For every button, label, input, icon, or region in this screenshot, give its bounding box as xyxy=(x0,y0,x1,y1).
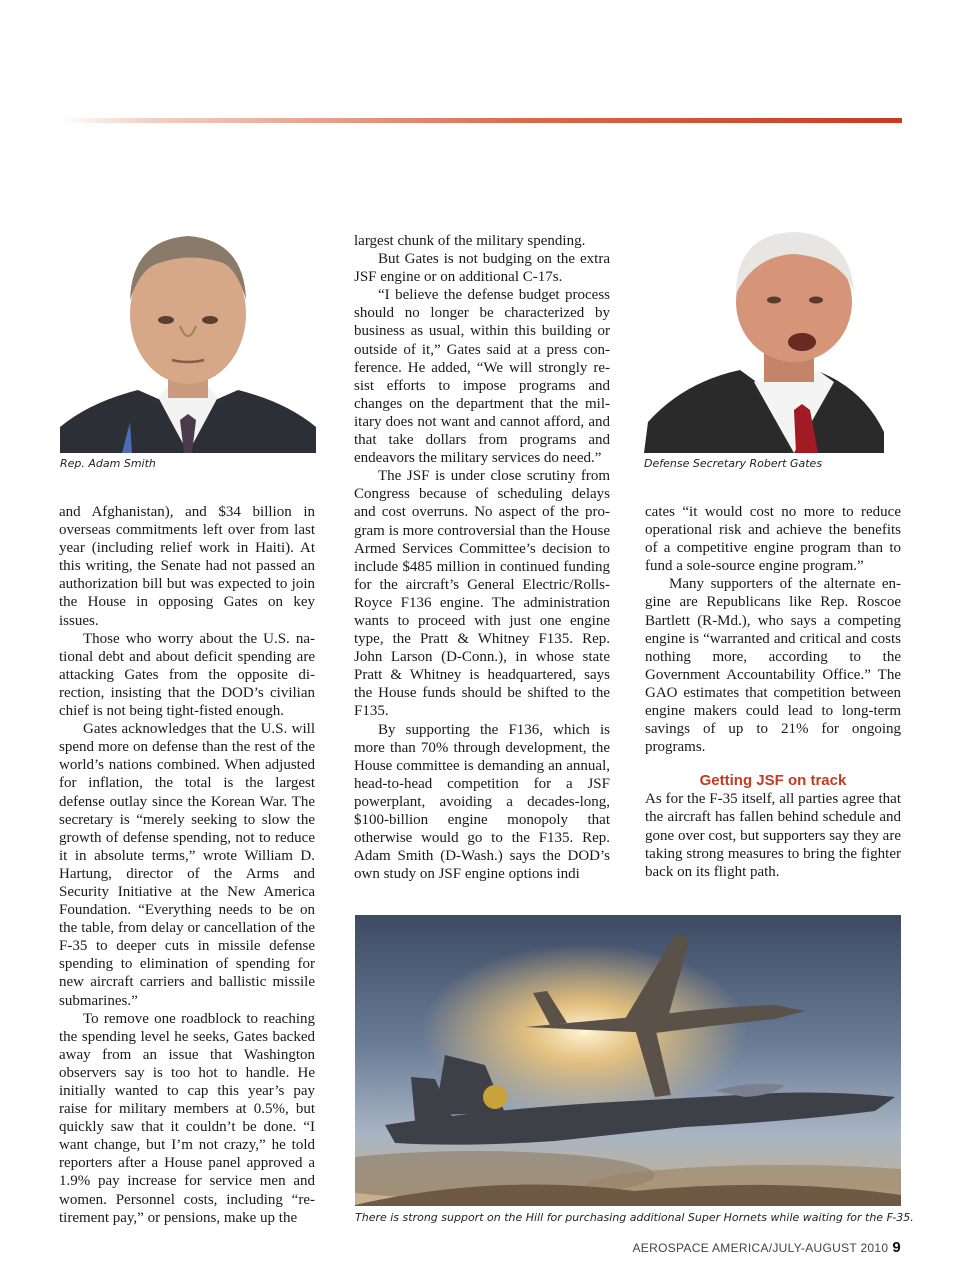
article-column-left xyxy=(59,503,315,1227)
paragraph: But Gates is not budging on the extra JSF engine or on additional C-17s. xyxy=(354,251,610,286)
caption-super-hornets: There is strong support on the Hill for purchasing additional Super Hornets while waiting for the F-35. xyxy=(355,1211,914,1224)
paragraph: To remove one roadblock to reaching the spending level he seeks, Gates backed away from an issue that Washington observers say is too hot to handle. He initially wanted to cap this year’s pay raise for military members at 0.5%, but quickly saw that it couldn’t be done. “I want change, but I’m not crazy,” he told reporters after a House panel approved a 1.9% pay increase for service men and women. Personnel costs, including “retirement pay,” or pensions, make up the xyxy=(59,1010,315,1226)
paragraph: “I believe the defense budget process should no longer be characterized by business as usual, within this building or outside of it,” Gates said at a press conference. He added, “We will strongly resist efforts to impose programs and changes on the department that the military does not want and cannot afford, and that take dollars from programs and endeavors the military services do need.” xyxy=(354,287,610,467)
article-column-middle xyxy=(354,232,610,883)
section-subhead: Getting JSF on track xyxy=(699,772,847,790)
caption-robert-gates: Defense Secretary Robert Gates xyxy=(644,457,823,470)
paragraph: largest chunk of the military spending. xyxy=(354,233,586,249)
header-accent-rule xyxy=(60,118,902,123)
page-footer xyxy=(633,1239,902,1256)
paragraph: The JSF is under close scrutiny from Congress because of scheduling delays and cost overruns. No aspect of the program is more controversial than the House Armed Services Committee’s decision to include $485 million in continued funding for the aircraft’s General Electric/Rolls-Royce F136 engine. The administration wants to proceed with just one engine type, the Pratt & Whitney F135. Rep. John Larson (D-Conn.), in whose state Pratt & Whitney is headquartered, says the House funds should be shifted to the F135. xyxy=(354,468,610,720)
jets-illustration xyxy=(355,915,901,1206)
photo-adam-smith xyxy=(60,222,316,453)
paragraph: and Afghanistan), and $34 billion in overseas commitments left over from last year (including relief work in Haiti). At this writing, the Senate had not passed an authorization bill but was expected to join the House in opposing Gates on key issues. xyxy=(59,504,315,629)
photo-super-hornets xyxy=(355,915,901,1206)
paragraph: Many supporters of the alternate engine are Republicans like Rep. Roscoe Bartlett (R-Md.), who says a competing engine is “warranted and critical and costs nothing more, according to the Government Accountability Office.” The GAO estimates that competition between engine makers could lead to long-term savings of up to 21% for ongoing programs. xyxy=(645,576,901,756)
photo-robert-gates xyxy=(644,222,884,453)
paragraph: cates “it would cost no more to reduce operational risk and achieve the benefits of a competitive engine program than to fund a sole-source engine program.” xyxy=(645,504,901,575)
paragraph: Those who worry about the U.S. national debt and about deficit spending are attacking Gates from the opposite direction, insisting that the DOD’s civilian chief is not being tight-fisted enough. xyxy=(59,630,315,720)
caption-adam-smith: Rep. Adam Smith xyxy=(60,457,156,470)
paragraph: Gates acknowledges that the U.S. will spend more on defense than the rest of the world’s nations combined. When adjusted for inflation, the total is the largest defense outlay since the Korean War. The secretary is “merely seeking to slow the growth of defense spending, not to reduce it in absolute terms,” wrote William D. Hartung, director of the Arms and Security Initiative at the New America Foundation. “Everything needs to be on the table, from delay or cancellation of the F-35 to deeper cuts in missile defense spending to elimination of spending for new aircraft carriers and ballistic missile submarines.” xyxy=(59,721,315,1009)
paragraph: As for the F-35 itself, all parties agree that the aircraft has fallen behind schedule and gone over cost, but supporters say they are taking strong measures to bring the fighter back on its flight path. xyxy=(645,791,901,880)
publication-name: AEROSPACE AMERICA/JULY-AUGUST 2010 xyxy=(632,1241,889,1255)
portrait-illustration xyxy=(644,222,884,453)
article-column-right xyxy=(645,503,901,881)
page-number: 9 xyxy=(892,1239,901,1256)
portrait-illustration xyxy=(60,222,316,453)
paragraph: By supporting the F136, which is more than 70% through development, the House committee is demanding an annual, head-to-head competition for a JSF powerplant, avoiding a decades-long, $100-billion engine monopoly that otherwise would go to the F135. Rep. Adam Smith (D-Wash.) says the DOD’s own study on JSF engine options indi xyxy=(354,721,610,883)
